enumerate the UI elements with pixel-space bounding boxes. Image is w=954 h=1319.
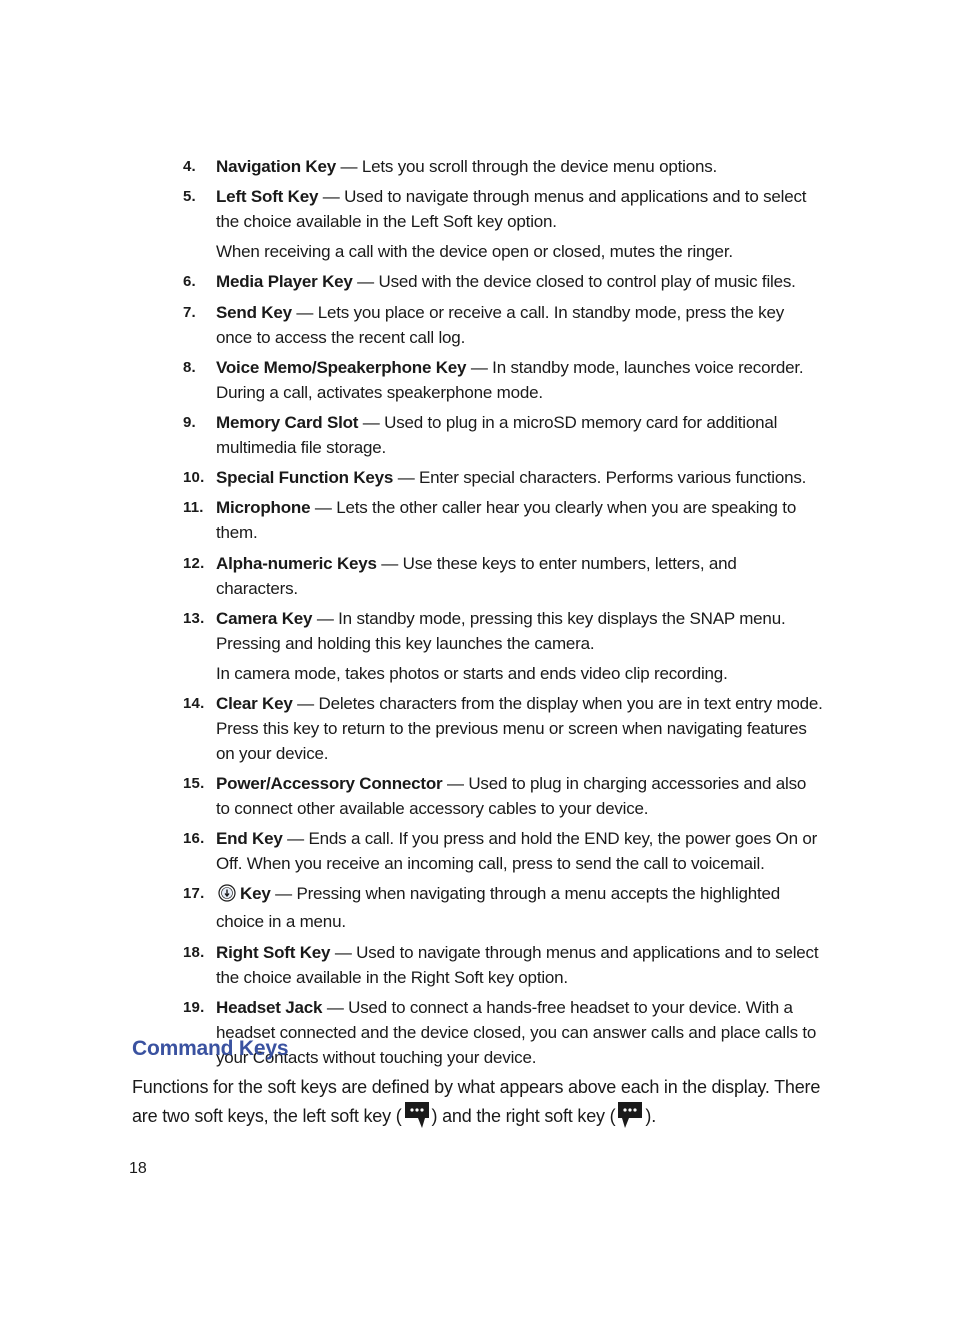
item-title: Clear Key	[216, 693, 293, 713]
item-number: 18.	[183, 943, 205, 961]
item-body	[216, 606, 823, 686]
item-title: Power/Accessory Connector	[216, 774, 443, 794]
item-extra: In camera mode, takes photos or starts and ends video clip recording.	[216, 663, 728, 683]
item-text: — Used to plug in charging accessories and also to connect other available accessory cables to your device.	[216, 774, 807, 819]
item-title: Special Function Keys	[216, 468, 394, 488]
item-body	[216, 154, 823, 179]
item-title: End Key	[216, 829, 283, 849]
item-text: — Use these keys to enter numbers, letters, and characters.	[216, 553, 737, 598]
list-item	[183, 495, 823, 545]
item-body	[216, 826, 823, 876]
item-extra: When receiving a call with the device open or closed, mutes the ringer.	[216, 242, 733, 262]
item-number: 11.	[183, 499, 204, 517]
item-title: Voice Memo/Speakerphone Key	[216, 357, 467, 377]
list-item	[183, 269, 823, 294]
list-item	[183, 826, 823, 876]
item-number: 10.	[183, 469, 205, 487]
item-title: Camera Key	[216, 608, 313, 628]
item-title: Alpha-numeric Keys	[216, 553, 377, 573]
item-text: — Used to plug in a microSD memory card for additional multimedia file storage.	[216, 412, 778, 457]
item-body	[216, 355, 823, 405]
item-text: — Used with the device closed to control play of music files.	[352, 272, 796, 292]
item-title: Headset Jack	[216, 997, 323, 1017]
key-description-list	[183, 154, 823, 1075]
item-body	[216, 269, 823, 294]
item-text: — Lets you place or receive a call. In standby mode, press the key once to access the recent call log.	[216, 302, 785, 347]
item-title: Right Soft Key	[216, 942, 331, 962]
item-number: 12.	[183, 554, 205, 572]
item-text: — Deletes characters from the display when you are in text entry mode. Press this key to return to the previous menu or screen when navigating features on your device.	[216, 693, 823, 763]
item-number: 13.	[183, 609, 205, 627]
item-text: — Used to navigate through menus and applications and to select the choice available in the Right Soft key option.	[216, 942, 819, 987]
item-body	[216, 465, 823, 490]
list-item	[183, 154, 823, 179]
item-title: Send Key	[216, 302, 292, 322]
item-text: — Ends a call. If you press and hold the END key, the power goes On or Off. When you receive an incoming call, press to send the call to voicemail.	[216, 829, 818, 874]
list-item	[183, 771, 823, 821]
item-number: 14.	[183, 694, 205, 712]
intro-text: ).	[645, 1106, 657, 1126]
item-title: Key	[240, 884, 271, 904]
left-soft-key-icon	[403, 1100, 431, 1137]
item-number: 7.	[183, 303, 196, 321]
item-body	[216, 184, 823, 264]
list-item	[183, 606, 823, 686]
item-body	[216, 551, 823, 601]
item-title: Left Soft Key	[216, 187, 319, 207]
item-text: — In standby mode, pressing this key displays the SNAP menu. Pressing and holding this key launches the camera.	[216, 608, 786, 653]
item-text: — Used to connect a hands-free headset to your device. With a headset connected and the device closed, you can answer calls and place calls to your Contacts without touching your device.	[216, 997, 817, 1067]
item-body	[216, 995, 823, 1070]
item-number: 4.	[183, 158, 196, 175]
list-item	[183, 551, 823, 601]
list-item	[183, 355, 823, 405]
item-body	[216, 691, 823, 766]
item-title: Media Player Key	[216, 272, 353, 292]
item-number: 9.	[183, 413, 196, 431]
item-text: — Used to navigate through menus and applications and to select the choice available in the Left Soft key option.	[216, 187, 807, 232]
list-item	[183, 465, 823, 490]
intro-text: Functions for the soft keys are defined by what appears above each in the display. There are two soft keys, the left soft key (	[132, 1077, 821, 1126]
item-number: 17.	[183, 885, 205, 903]
item-body	[216, 495, 823, 545]
item-number: 6.	[183, 273, 196, 291]
item-body	[216, 410, 823, 460]
item-body	[216, 881, 823, 934]
item-body	[216, 940, 823, 990]
item-title: Memory Card Slot	[216, 412, 359, 432]
list-item	[183, 691, 823, 766]
item-number: 16.	[183, 830, 205, 848]
item-body	[216, 300, 823, 350]
item-body	[216, 771, 823, 821]
item-text: — Enter special characters. Performs various functions.	[393, 468, 807, 488]
page-number: 18	[129, 1160, 147, 1177]
item-text: — Lets the other caller hear you clearly when you are speaking to them.	[216, 498, 797, 543]
list-item	[183, 184, 823, 264]
item-number: 5.	[183, 188, 196, 206]
right-soft-key-icon	[616, 1100, 644, 1137]
item-number: 15.	[183, 775, 205, 793]
section-intro	[132, 1074, 822, 1137]
item-text: — In standby mode, launches voice recorder. During a call, activates speakerphone mode.	[216, 357, 804, 402]
list-item	[183, 300, 823, 350]
item-title: Navigation Key	[216, 157, 337, 176]
intro-text: ) and the right soft key (	[431, 1106, 616, 1126]
list-item	[183, 881, 823, 934]
list-item	[183, 940, 823, 990]
item-text: — Lets you scroll through the device menu options.	[336, 157, 718, 176]
list-item	[183, 410, 823, 460]
item-title: Microphone	[216, 498, 311, 518]
item-number: 19.	[183, 998, 205, 1016]
section-heading: Command Keys	[132, 1037, 289, 1060]
ok-key-icon	[218, 884, 236, 909]
item-text: — Pressing when navigating through a menu accepts the highlighted choice in a menu.	[216, 884, 781, 932]
item-number: 8.	[183, 358, 196, 376]
